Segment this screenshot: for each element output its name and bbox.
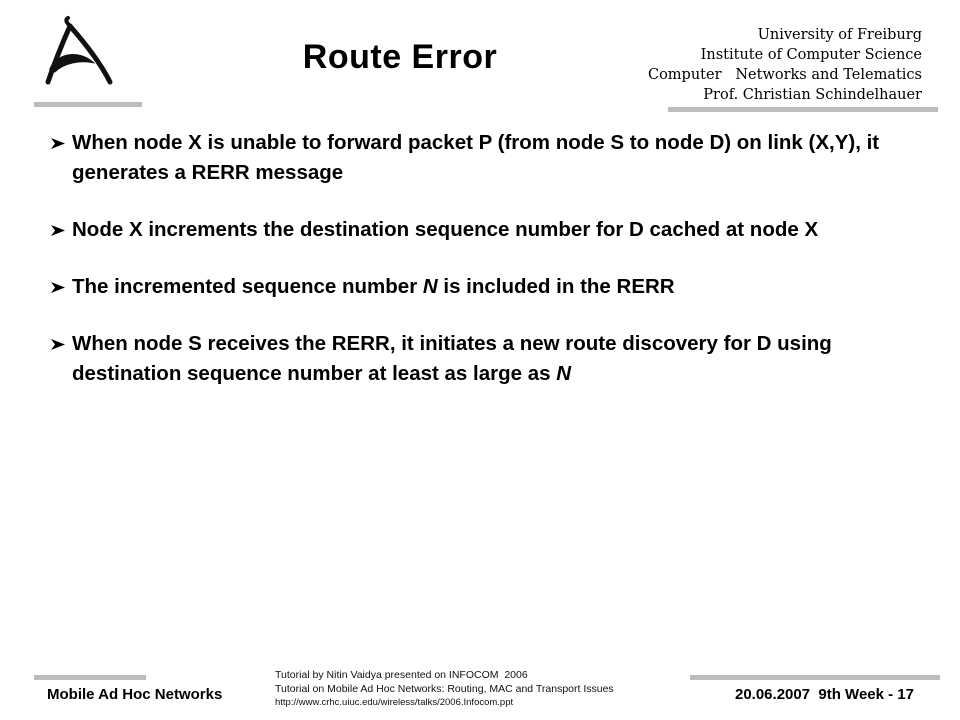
footer-date-page: 20.06.2007 9th Week - 17	[734, 686, 914, 703]
institution-department: Computer Networks and Telematics	[647, 67, 922, 83]
footer-right-rule	[690, 675, 940, 680]
credit-line-2: Tutorial on Mobile Ad Hoc Networks: Routing, MAC and Transport Issues	[275, 683, 614, 695]
header-right-rule	[668, 107, 938, 112]
bullet-item	[48, 272, 908, 302]
bullet-list	[48, 128, 908, 416]
bullet-text: The incremented sequence number	[72, 275, 423, 298]
credit-url: http://www.crhc.uiuc.edu/wireless/talks/2006.Infocom.ppt	[275, 697, 514, 708]
slide-title: Route Error	[302, 38, 498, 76]
bullet-italic-text: N	[556, 362, 572, 385]
footer-course-title: Mobile Ad Hoc Networks	[47, 686, 223, 703]
arrow-bullet-icon	[50, 338, 66, 351]
bullet-text: When node X is unable to forward packet P (from node S to node D) on link (X,Y), it generates a RERR message	[72, 131, 880, 184]
bullet-item	[48, 215, 908, 245]
arrow-bullet-icon	[50, 137, 66, 150]
header-left-rule	[34, 102, 142, 107]
institution-block	[648, 25, 922, 105]
institution-institute: Institute of Computer Science	[700, 47, 922, 63]
credit-line-1: Tutorial by Nitin Vaidya presented on INFOCOM 2006	[275, 669, 528, 681]
bullet-item	[48, 128, 908, 188]
arrow-bullet-icon	[50, 281, 66, 294]
institution-professor: Prof. Christian Schindelhauer	[703, 87, 922, 103]
bullet-item	[48, 329, 908, 389]
institution-university: University of Freiburg	[757, 27, 922, 43]
bullet-text: When node S receives the RERR, it initiates a new route discovery for D using destination sequence number at least as large as	[72, 332, 838, 385]
arrow-bullet-icon	[50, 224, 66, 237]
footer-left-rule	[34, 675, 146, 680]
footer-credit	[275, 668, 614, 710]
bullet-text-end: is included in the RERR	[437, 275, 675, 298]
bullet-text: Node X increments the destination sequence number for D cached at node X	[72, 218, 819, 241]
bullet-italic-text: N	[422, 275, 438, 298]
